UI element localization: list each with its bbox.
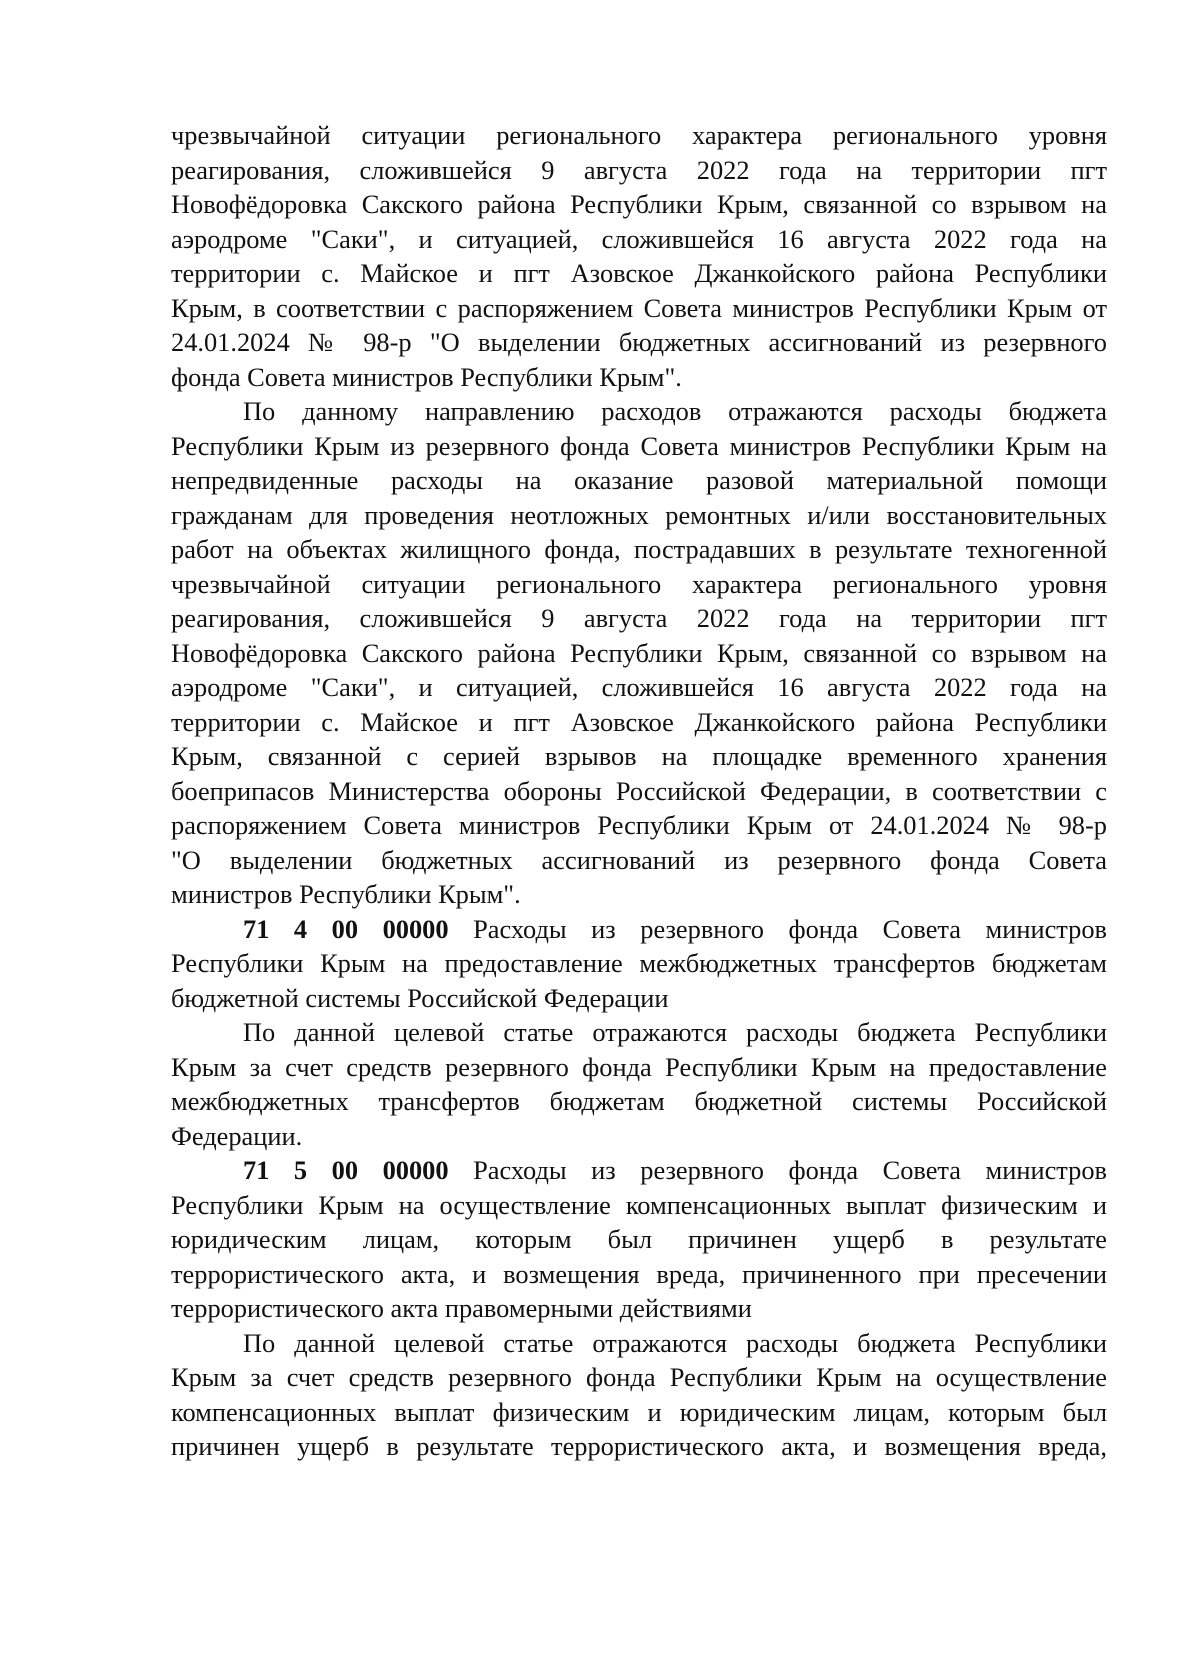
text-line: Новофёдоровка Сакского района Республики Крым, связанной со взрывом на bbox=[171, 189, 1107, 219]
text-line: боеприпасов Министерства обороны Российской Федерации, в соответствии с bbox=[171, 775, 1107, 806]
text-line: реагирования, сложившейся 9 августа 2022 года на территории пгт bbox=[171, 603, 1107, 633]
text-line: компенсационных выплат физическим и юридическим лицам, которым был bbox=[171, 1396, 1107, 1427]
text-line: территории с. Майское и пгт Азовское Джанкойского района Республики bbox=[171, 258, 1107, 288]
paragraph-continuation bbox=[171, 118, 1107, 394]
text-line: По данной целевой статье отражаются расходы бюджета Республики bbox=[243, 1017, 1107, 1047]
section-title-text: Расходы из резервного фонда Совета министров bbox=[473, 1155, 1108, 1185]
text-line: юридическим лицам, которым был причинен ущерб в результате bbox=[171, 1224, 1107, 1254]
text-line: аэродроме "Саки", и ситуацией, сложившейся 16 августа 2022 года на bbox=[171, 672, 1107, 702]
text-line: По данной целевой статье отражаются расходы бюджета Республики bbox=[243, 1327, 1107, 1358]
text-line: Крым за счет средств резервного фонда Республики Крым на предоставление bbox=[171, 1051, 1107, 1082]
text-line bbox=[171, 912, 1107, 947]
text-line: распоряжением Совета министров Республики Крым от 24.01.2024 № 98-р bbox=[171, 810, 1107, 840]
text-line: министров Республики Крым". bbox=[171, 879, 521, 909]
text-line bbox=[171, 1153, 1107, 1188]
text-line: фонда Совета министров Республики Крым". bbox=[171, 361, 682, 392]
target-article-code: 71 4 00 00000 bbox=[243, 913, 449, 944]
text-line: Республики Крым из резервного фонда Совета министров Республики Крым на bbox=[171, 430, 1107, 461]
document-page bbox=[171, 118, 1107, 1464]
text-line: террористического акта, и возмещения вреда, причиненного при пресечении bbox=[171, 1258, 1107, 1289]
text-line: работ на объектах жилищного фонда, пострадавших в результате техногенной bbox=[171, 534, 1107, 564]
text-line: По данному направлению расходов отражаются расходы бюджета bbox=[243, 396, 1107, 426]
paragraph-target-article-71-4 bbox=[171, 1015, 1107, 1153]
text-line: территории с. Майское и пгт Азовское Джанкойского района Республики bbox=[171, 706, 1107, 737]
text-line: Республики Крым на предоставление межбюджетных трансфертов бюджетам bbox=[171, 948, 1107, 978]
target-article-code: 71 5 00 00000 bbox=[243, 1155, 449, 1185]
text-line: Новофёдоровка Сакского района Республики Крым, связанной со взрывом на bbox=[171, 637, 1107, 668]
text-line: террористического акта правомерными действиями bbox=[171, 1293, 752, 1323]
section-heading-71-4 bbox=[171, 912, 1107, 1016]
text-line: Крым, в соответствии с распоряжением Совета министров Республики Крым от bbox=[171, 292, 1107, 323]
text-line: межбюджетных трансфертов бюджетам бюджетной системы Российской bbox=[171, 1086, 1107, 1116]
text-line: гражданам для проведения неотложных ремонтных и/или восстановительных bbox=[171, 499, 1107, 530]
text-line: причинен ущерб в результате террористического акта, и возмещения вреда, bbox=[171, 1431, 1107, 1461]
text-line: реагирования, сложившейся 9 августа 2022 года на территории пгт bbox=[171, 154, 1107, 185]
text-line: непредвиденные расходы на оказание разовой материальной помощи bbox=[171, 465, 1107, 495]
section-heading-71-5 bbox=[171, 1153, 1107, 1326]
paragraph-target-article-71-5 bbox=[171, 1326, 1107, 1464]
text-line: чрезвычайной ситуации регионального характера регионального уровня bbox=[171, 568, 1107, 599]
text-line: бюджетной системы Российской Федерации bbox=[171, 982, 669, 1013]
text-line: "О выделении бюджетных ассигнований из резервного фонда Совета bbox=[171, 844, 1107, 875]
text-line: Республики Крым на осуществление компенсационных выплат физическим и bbox=[171, 1189, 1107, 1220]
text-line: аэродроме "Саки", и ситуацией, сложившейся 16 августа 2022 года на bbox=[171, 223, 1107, 254]
text-line: чрезвычайной ситуации регионального характера регионального уровня bbox=[171, 120, 1107, 150]
text-line: Федерации. bbox=[171, 1120, 303, 1151]
text-line: 24.01.2024 № 98-р "О выделении бюджетных ассигнований из резервного bbox=[171, 327, 1107, 357]
paragraph-expenditure-direction bbox=[171, 394, 1107, 912]
section-title-text: Расходы из резервного фонда Совета министров bbox=[473, 913, 1108, 944]
text-line: Крым, связанной с серией взрывов на площадке временного хранения bbox=[171, 741, 1107, 771]
text-line: Крым за счет средств резервного фонда Республики Крым на осуществление bbox=[171, 1362, 1107, 1392]
